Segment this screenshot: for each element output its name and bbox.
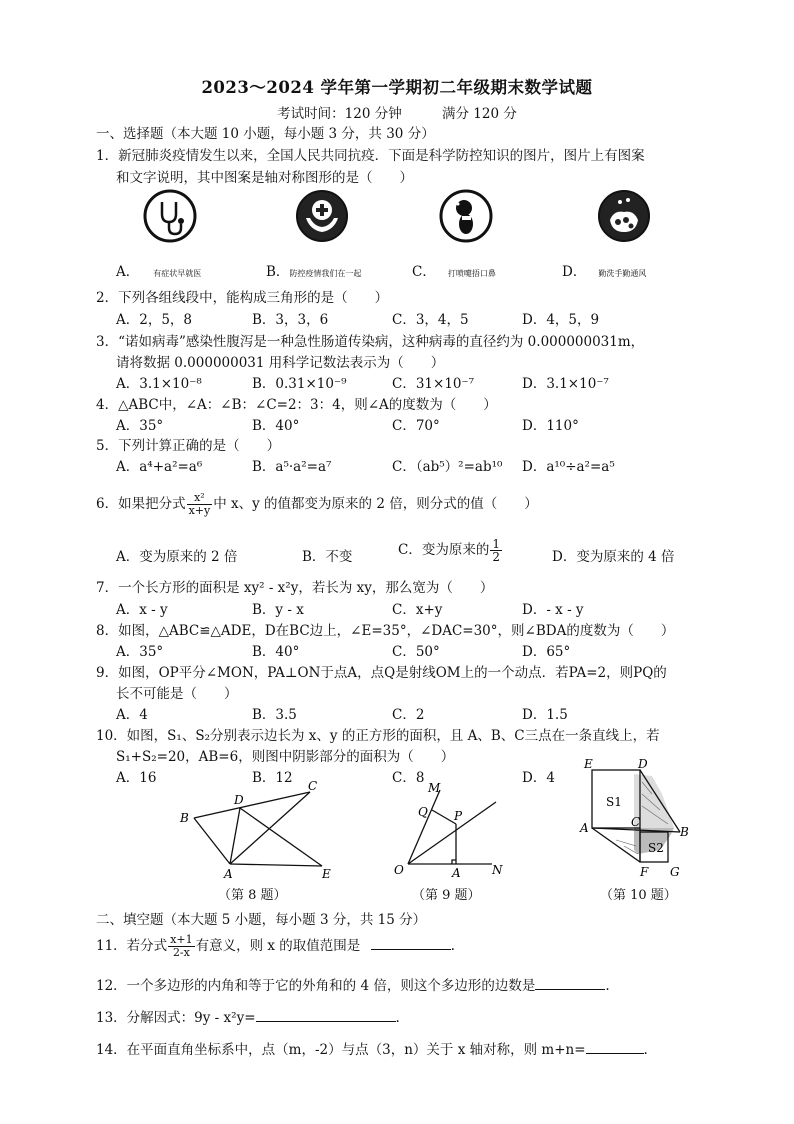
q3-option-b[interactable]: B．0.31×10⁻⁹ bbox=[252, 376, 347, 392]
q6-stem: 6．如果把分式 $\frac{\text{x²}}{x+y}$ 中 x、y 的值都变为原来的 2 倍，则分式的值（ ） bbox=[96, 491, 538, 517]
q4-option-b[interactable]: B．40° bbox=[252, 418, 300, 434]
q5-option-a[interactable]: A．a⁴+a²=a⁶ bbox=[116, 459, 203, 475]
q14-stem: 14．在平面直角坐标系中，点（m，-2）与点（3，n）关于 x 轴对称，则 m+n= . bbox=[96, 1038, 648, 1058]
q2-stem: 2．下列各组线段中，能构成三角形的是（ ） bbox=[96, 290, 389, 306]
q6-fraction: $\frac{\text{x²}}{x+y}$ bbox=[188, 491, 211, 517]
fig10-label-d: D bbox=[638, 757, 648, 771]
hands-cross-icon bbox=[294, 188, 350, 248]
q13-stem: 13．分解因式：9y - x²y= . bbox=[96, 1006, 400, 1026]
q1-option-d[interactable]: D． 勤洗手勤通风 bbox=[562, 264, 647, 280]
figure-8 bbox=[176, 780, 346, 884]
q1-line2: 和文字说明，其中图案是轴对称图形的是（ ） bbox=[116, 170, 413, 186]
exam-info bbox=[0, 102, 794, 122]
q5-stem: 5．下列计算正确的是（ ） bbox=[96, 438, 281, 454]
sneeze-icon bbox=[438, 188, 494, 248]
q2-option-c[interactable]: C．3，4，5 bbox=[392, 312, 469, 328]
q11-stem: 11．若分式 $\frac{x+1}{2-x}$ 有意义，则 x 的取值范围是 . bbox=[96, 933, 455, 959]
q6-option-c[interactable]: C．变为原来的 $\frac{1}{2}$ bbox=[398, 537, 500, 564]
q8-option-c[interactable]: C．50° bbox=[392, 644, 440, 660]
q9-line2: 长不可能是（ ） bbox=[116, 686, 238, 702]
q14-answer-blank[interactable] bbox=[586, 1039, 644, 1054]
fig9-label-p: P bbox=[454, 809, 463, 823]
q3-option-c[interactable]: C．31×10⁻⁷ bbox=[392, 376, 475, 392]
fig8-label-a: A bbox=[224, 867, 233, 880]
q4-option-c[interactable]: C．70° bbox=[392, 418, 440, 434]
fig10-label-g: G bbox=[670, 865, 680, 879]
page-title: 2023～2024 学年第一学期初二年级期末数学试题 bbox=[201, 78, 593, 97]
q7-option-d[interactable]: D．- x - y bbox=[522, 602, 584, 618]
fig10-label-e: E bbox=[584, 757, 593, 771]
q2-option-a[interactable]: A．2，5，8 bbox=[116, 312, 193, 328]
figure-9 bbox=[388, 778, 512, 884]
q3-line2: 请将数据 0.000000031 用科学记数法表示为（ ） bbox=[116, 355, 445, 371]
q3-option-a[interactable]: A．3.1×10⁻⁸ bbox=[116, 376, 202, 392]
q3-line1: 3．“诺如病毒”感染性腹泻是一种急性肠道传染病，这种病毒的直径约为 0.000000031m， bbox=[96, 334, 645, 350]
q7-option-c[interactable]: C．x+y bbox=[392, 602, 443, 618]
q9-option-b[interactable]: B．3.5 bbox=[252, 707, 297, 723]
fig10-label-s2: S2 bbox=[648, 841, 664, 855]
q6-option-a[interactable]: A．变为原来的 2 倍 bbox=[116, 549, 238, 565]
q10-line2: S₁+S₂=20，AB=6，则图中阴影部分的面积为（ ） bbox=[116, 749, 455, 765]
q9-option-d[interactable]: D．1.5 bbox=[522, 707, 568, 723]
q11-fraction: $\frac{x+1}{2-x}$ bbox=[170, 933, 193, 959]
q5-option-c[interactable]: C．（ab⁵）²=ab¹⁰ bbox=[392, 459, 503, 475]
fig10-label-a: A bbox=[580, 821, 589, 835]
figure-10 bbox=[576, 754, 706, 884]
q8-option-d[interactable]: D．65° bbox=[522, 644, 571, 660]
fig8-label-b: B bbox=[180, 811, 189, 825]
q12-answer-blank[interactable] bbox=[535, 975, 605, 990]
figure-10-caption: （第 10 题） bbox=[600, 888, 677, 903]
q9-option-c[interactable]: C．2 bbox=[392, 707, 425, 723]
q7-option-b[interactable]: B．y - x bbox=[252, 602, 304, 618]
stethoscope-icon bbox=[142, 188, 198, 248]
q6-option-b[interactable]: B．不变 bbox=[302, 549, 353, 565]
q10-option-b[interactable]: B．12 bbox=[252, 770, 293, 786]
q4-stem: 4．△ABC中，∠A：∠B：∠C=2：3：4，则∠A的度数为（ ） bbox=[96, 397, 497, 413]
q9-option-a[interactable]: A．4 bbox=[116, 707, 148, 723]
q8-option-b[interactable]: B．40° bbox=[252, 644, 300, 660]
figure-9-caption: （第 9 题） bbox=[412, 888, 481, 903]
q1-line1: 1．新冠肺炎疫情发生以来，全国人民共同抗疫．下面是科学防控知识的图片，图片上有图案 bbox=[96, 148, 645, 164]
q5-option-d[interactable]: D．a¹⁰÷a²=a⁵ bbox=[522, 459, 615, 475]
fig8-label-e: E bbox=[322, 867, 331, 880]
q7-stem: 7．一个长方形的面积是 xy² - x²y，若长为 xy，那么宽为（ ） bbox=[96, 580, 494, 596]
fig9-label-n: N bbox=[492, 863, 503, 877]
handwash-icon bbox=[596, 188, 652, 248]
q2-option-b[interactable]: B．3，3，6 bbox=[252, 312, 329, 328]
q11-answer-blank[interactable] bbox=[371, 935, 451, 950]
q10-option-c[interactable]: C．8 bbox=[392, 770, 425, 786]
fig10-label-c: C bbox=[631, 815, 641, 829]
fig9-label-o: O bbox=[394, 863, 404, 877]
fig8-label-d: D bbox=[234, 793, 244, 807]
exam-score: 满分 120 分 bbox=[442, 106, 517, 122]
q1-option-c[interactable]: C． 打喷嚏捂口鼻 bbox=[412, 264, 496, 280]
q9-line1: 9．如图，OP平分∠MON，PA⊥ON于点A，点Q是射线OM上的一个动点．若PA=2，则PQ的 bbox=[96, 665, 667, 681]
q10-line1: 10．如图，S₁、S₂分别表示边长为 x、y 的正方形的面积，且 A、B、C三点在一条直线上，若 bbox=[96, 728, 660, 744]
q8-stem: 8．如图，△ABC≌△ADE，D在BC边上，∠E=35°，∠DAC=30°，则∠BDA的度数为（ ） bbox=[96, 623, 675, 639]
q1-option-a[interactable]: A． 有症状早就医 bbox=[116, 264, 202, 280]
q13-answer-blank[interactable] bbox=[256, 1007, 396, 1022]
fig10-label-b: B bbox=[680, 825, 689, 839]
fig9-label-a: A bbox=[452, 866, 461, 880]
q10-option-a[interactable]: A．16 bbox=[116, 770, 157, 786]
fig9-label-m: M bbox=[428, 781, 441, 795]
fig8-label-c: C bbox=[308, 780, 318, 793]
q4-option-d[interactable]: D．110° bbox=[522, 418, 579, 434]
section1-heading: 一、选择题（本大题 10 小题，每小题 3 分，共 30 分） bbox=[96, 126, 435, 142]
q2-option-d[interactable]: D．4，5，9 bbox=[522, 312, 600, 328]
q12-stem: 12．一个多边形的内角和等于它的外角和的 4 倍，则这个多边形的边数是 . bbox=[96, 974, 610, 994]
exam-time: 考试时间：120 分钟 bbox=[277, 106, 402, 122]
q4-option-a[interactable]: A．35° bbox=[116, 418, 164, 434]
q3-option-d[interactable]: D．3.1×10⁻⁷ bbox=[522, 376, 609, 392]
fig9-label-q: Q bbox=[418, 805, 428, 819]
q5-option-b[interactable]: B．a⁵·a²=a⁷ bbox=[252, 459, 332, 475]
q1-option-b[interactable]: B．防控疫情我们在一起 bbox=[266, 264, 362, 280]
q10-option-d[interactable]: D．4 bbox=[522, 770, 555, 786]
q7-option-a[interactable]: A．x - y bbox=[116, 602, 168, 618]
section2-heading: 二、填空题（本大题 5 小题，每小题 3 分，共 15 分） bbox=[96, 912, 427, 928]
fig10-label-f: F bbox=[640, 865, 649, 879]
figure-8-caption: （第 8 题） bbox=[218, 888, 287, 903]
q8-option-a[interactable]: A．35° bbox=[116, 644, 164, 660]
fig10-label-s1: S1 bbox=[606, 795, 622, 809]
q6-option-d[interactable]: D．变为原来的 4 倍 bbox=[552, 549, 675, 565]
